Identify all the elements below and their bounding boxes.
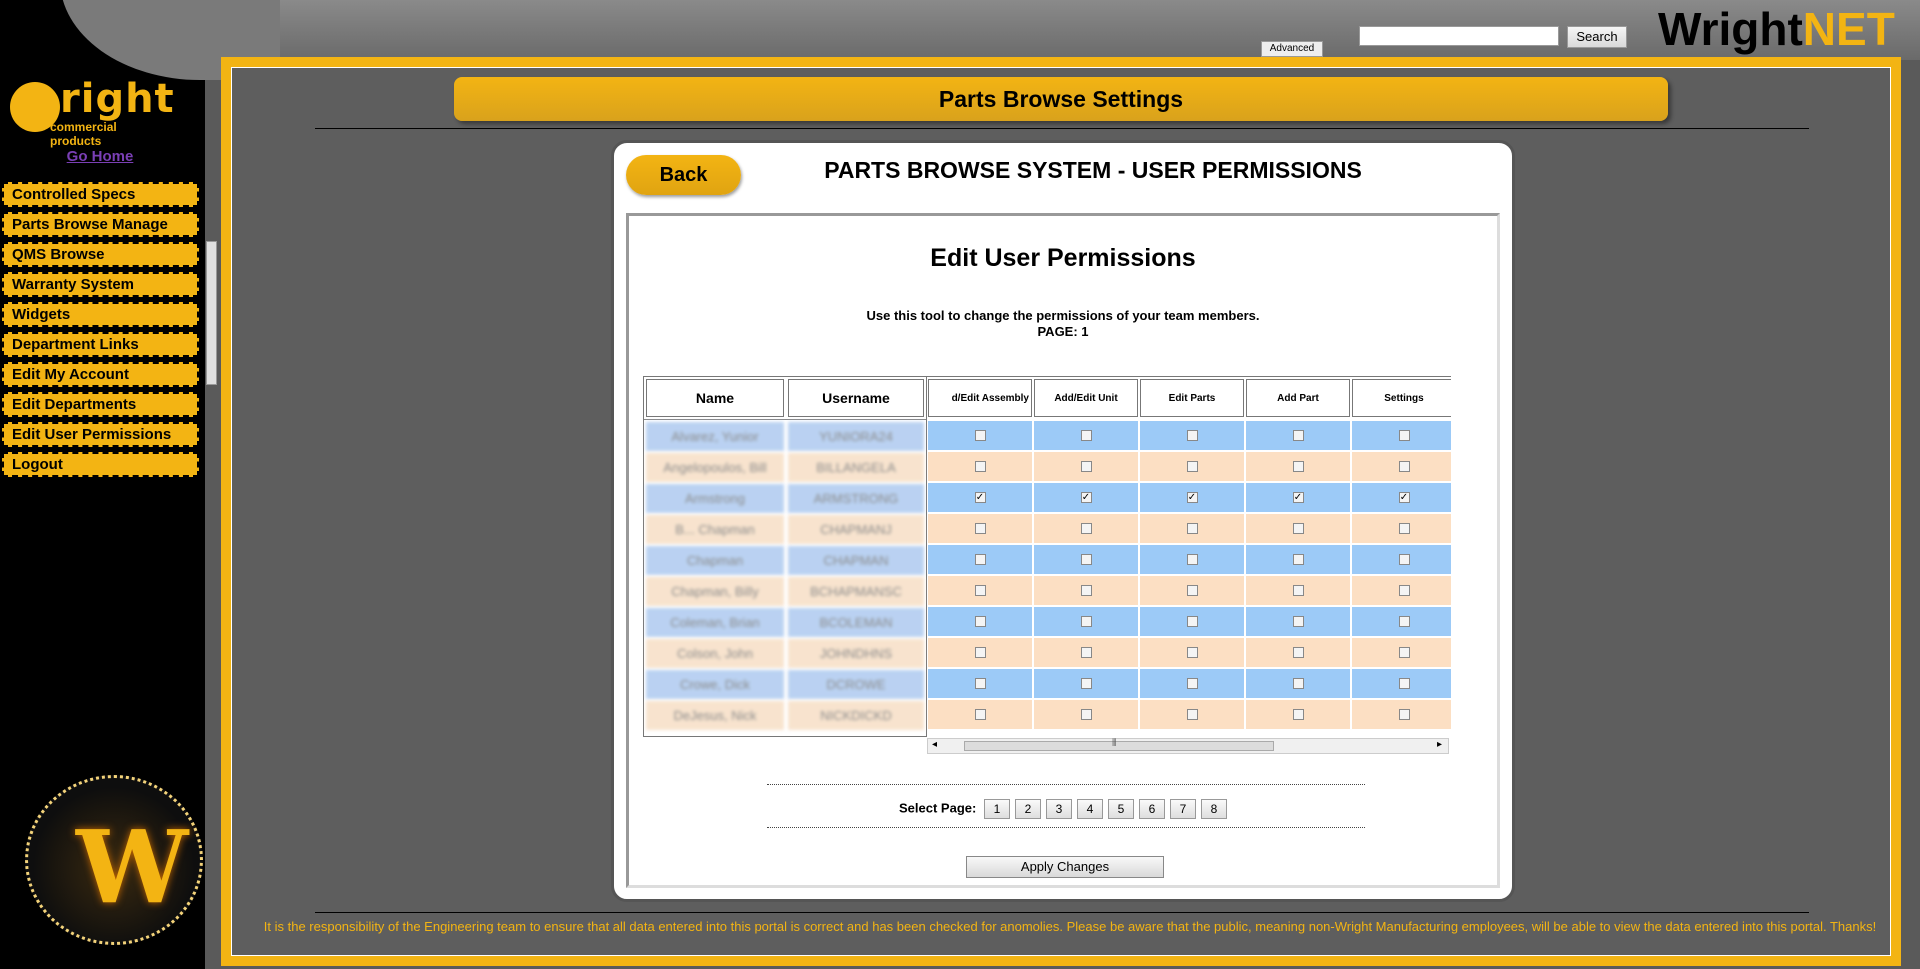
cell-permission: [1246, 607, 1350, 636]
scroll-right-arrow[interactable]: ▸: [1436, 739, 1442, 750]
cell-permission: [928, 545, 1032, 574]
permission-checkbox[interactable]: [1081, 523, 1092, 534]
table-row: [644, 701, 926, 730]
cell-permission: [1034, 638, 1138, 667]
cell-permission: [1352, 638, 1451, 667]
permission-checkbox[interactable]: [1399, 585, 1410, 596]
search-input[interactable]: [1359, 26, 1559, 46]
cell-permission: [1246, 452, 1350, 481]
permission-checkbox[interactable]: [1293, 647, 1304, 658]
cell-name: Chapman, Billy: [646, 577, 784, 606]
badge-letter: W: [76, 808, 189, 926]
table-row: [644, 546, 926, 575]
permission-checkbox[interactable]: [1399, 616, 1410, 627]
cell-name: Crowe, Dick: [646, 670, 784, 699]
page-button[interactable]: 7: [1170, 799, 1196, 819]
page-button[interactable]: 1: [984, 799, 1010, 819]
sidebar-item-edit-departments[interactable]: Edit Departments: [2, 392, 199, 417]
permission-checkbox[interactable]: [975, 616, 986, 627]
sidebar-item-widgets[interactable]: Widgets: [2, 302, 199, 327]
column-header-edit-parts: Edit Parts: [1140, 379, 1244, 417]
cell-permission: [1246, 669, 1350, 698]
permission-checkbox[interactable]: [1187, 523, 1198, 534]
cell-permission: [1034, 421, 1138, 450]
divider-bottom: [315, 912, 1809, 913]
permissions-panel: [611, 140, 1515, 902]
cell-permission: [1352, 576, 1451, 605]
table-row: [927, 452, 1451, 481]
cell-permission: [1246, 700, 1350, 729]
page-title: Parts Browse Settings: [454, 77, 1668, 121]
permission-checkbox[interactable]: [975, 678, 986, 689]
column-header-add-edit-unit: Add/Edit Unit: [1034, 379, 1138, 417]
cell-name: Armstrong: [646, 484, 784, 513]
cell-permission: [1034, 576, 1138, 605]
permission-checkbox[interactable]: [1293, 678, 1304, 689]
scroll-body: [927, 421, 1451, 729]
cell-permission: [1352, 514, 1451, 543]
page-button[interactable]: 5: [1108, 799, 1134, 819]
cell-username: DCROWE: [788, 670, 924, 699]
permission-checkbox[interactable]: [975, 585, 986, 596]
permission-checkbox[interactable]: [1187, 647, 1198, 658]
permission-checkbox[interactable]: [975, 647, 986, 658]
page-button[interactable]: 4: [1077, 799, 1103, 819]
permission-checkbox[interactable]: [975, 523, 986, 534]
cell-permission: [1140, 483, 1244, 512]
sidebar-scrollbar[interactable]: [206, 241, 217, 385]
permission-checkbox[interactable]: [1187, 616, 1198, 627]
permission-checkbox[interactable]: [1187, 461, 1198, 472]
sidebar-item-edit-user-permissions[interactable]: Edit User Permissions: [2, 422, 199, 447]
table-row: [927, 514, 1451, 543]
cell-permission: [1352, 545, 1451, 574]
cell-permission: [1246, 576, 1350, 605]
go-home-link[interactable]: Go Home: [66, 148, 134, 165]
cell-username: NICKDICKD: [788, 701, 924, 730]
permission-checkbox[interactable]: [975, 461, 986, 472]
apply-changes-button[interactable]: Apply Changes: [966, 856, 1164, 878]
permission-checkbox[interactable]: [1293, 461, 1304, 472]
cell-permission: [1140, 576, 1244, 605]
scroll-left-arrow[interactable]: ◂: [932, 739, 938, 750]
sidebar-item-department-links[interactable]: Department Links: [2, 332, 199, 357]
cell-name: B... Chapman: [646, 515, 784, 544]
column-header-name: Name: [646, 379, 784, 417]
cell-permission: [1140, 700, 1244, 729]
page-button[interactable]: 2: [1015, 799, 1041, 819]
cell-username: CHAPMANJ: [788, 515, 924, 544]
divider-dotted-bottom: [767, 827, 1365, 828]
edit-title: Edit User Permissions: [930, 244, 1196, 272]
logo-subtitle: commercial products: [50, 120, 117, 148]
cell-permission: [1246, 514, 1350, 543]
cell-permission: [928, 576, 1032, 605]
table-row: [927, 545, 1451, 574]
column-header-settings: Settings: [1352, 379, 1451, 417]
permission-checkbox[interactable]: [1081, 709, 1092, 720]
cell-permission: [1246, 638, 1350, 667]
permission-checkbox[interactable]: [1293, 585, 1304, 596]
fixed-columns: [643, 376, 927, 737]
divider-top: [315, 128, 1809, 129]
wrightnet-brand: [1658, 2, 1895, 56]
panel-title: PARTS BROWSE SYSTEM - USER PERMISSIONS: [824, 157, 1362, 183]
cell-username: BCOLEMAN: [788, 608, 924, 637]
edit-permissions-section: [626, 213, 1500, 888]
permission-checkbox[interactable]: [1293, 616, 1304, 627]
cell-username: BILLANGELA: [788, 453, 924, 482]
cell-permission: [1140, 669, 1244, 698]
permission-checkbox[interactable]: [1293, 709, 1304, 720]
brand-net: NET: [1802, 3, 1895, 55]
page-indicator: PAGE: 1: [1037, 324, 1089, 339]
table-row: [927, 421, 1451, 450]
fixed-body: [644, 422, 926, 730]
cell-permission: [1140, 607, 1244, 636]
column-header-username: Username: [788, 379, 924, 417]
sidebar-item-logout[interactable]: Logout: [2, 452, 199, 477]
permission-checkbox[interactable]: [1399, 461, 1410, 472]
cell-permission: [928, 669, 1032, 698]
horizontal-scrollbar[interactable]: [927, 738, 1449, 754]
permission-checkbox[interactable]: [1293, 430, 1304, 441]
scroll-thumb[interactable]: [964, 741, 1274, 751]
permission-checkbox[interactable]: ✓: [1187, 492, 1197, 503]
cell-username: JOHNDHNS: [788, 639, 924, 668]
permission-checkbox[interactable]: [1187, 585, 1198, 596]
table-row: [644, 608, 926, 637]
advanced-search-button[interactable]: Advanced: [1261, 41, 1323, 57]
sidebar-item-edit-my-account[interactable]: Edit My Account: [2, 362, 199, 387]
permission-checkbox[interactable]: [1399, 430, 1410, 441]
cell-username: BCHAPMANSC: [788, 577, 924, 606]
table-row: [644, 422, 926, 451]
cell-permission: [1140, 452, 1244, 481]
sidebar-item-controlled-specs[interactable]: Controlled Specs: [2, 182, 199, 207]
cell-permission: [1352, 607, 1451, 636]
page-button[interactable]: 6: [1139, 799, 1165, 819]
permission-checkbox[interactable]: ✓: [1293, 492, 1303, 503]
column-header-add-part: Add Part: [1246, 379, 1350, 417]
column-header-add-edit-assembly: d/Edit Assembly: [928, 379, 1032, 417]
permission-checkbox[interactable]: [975, 554, 986, 565]
cell-username: YUNIORA24: [788, 422, 924, 451]
cell-permission: [928, 638, 1032, 667]
cell-permission: [1140, 545, 1244, 574]
cell-name: Colson, John: [646, 639, 784, 668]
sidebar-item-qms-browse[interactable]: QMS Browse: [2, 242, 199, 267]
description: Use this tool to change the permissions of your team members.: [866, 308, 1260, 323]
table-row: [644, 515, 926, 544]
cell-permission: [1140, 638, 1244, 667]
table-row: [644, 639, 926, 668]
cell-permission: [1034, 514, 1138, 543]
permission-checkbox[interactable]: [975, 430, 986, 441]
permission-checkbox[interactable]: [1081, 554, 1092, 565]
permission-checkbox[interactable]: [1399, 523, 1410, 534]
cell-permission: [928, 514, 1032, 543]
cell-permission: [1034, 483, 1138, 512]
divider-dotted-top: [767, 784, 1365, 785]
permission-checkbox[interactable]: [1399, 554, 1410, 565]
cell-username: ARMSTRONG: [788, 484, 924, 513]
table-row: [927, 576, 1451, 605]
permission-checkbox[interactable]: [1187, 554, 1198, 565]
cell-name: Chapman: [646, 546, 784, 575]
cell-permission: [1034, 545, 1138, 574]
cell-permission: [1246, 545, 1350, 574]
permission-checkbox[interactable]: [1293, 554, 1304, 565]
page-button[interactable]: 3: [1046, 799, 1072, 819]
cell-permission: [1034, 669, 1138, 698]
table-row: [927, 483, 1451, 512]
permission-checkbox[interactable]: [1081, 678, 1092, 689]
permission-checkbox[interactable]: [1081, 430, 1092, 441]
cell-permission: [928, 452, 1032, 481]
permission-checkbox[interactable]: [1187, 678, 1198, 689]
cell-name: Coleman, Brian: [646, 608, 784, 637]
cell-permission: [928, 483, 1032, 512]
table-row: [644, 670, 926, 699]
brand-wright: Wright: [1658, 3, 1803, 55]
cell-name: Angelopoulos, Bill: [646, 453, 784, 482]
permission-checkbox[interactable]: ✓: [975, 492, 985, 503]
permission-checkbox[interactable]: [1399, 678, 1410, 689]
top-banner: [0, 0, 1920, 60]
table-row: [927, 638, 1451, 667]
page-selector: [629, 799, 1497, 819]
permission-checkbox[interactable]: ✓: [1081, 492, 1091, 503]
cell-name: Alvarez, Yunior: [646, 422, 784, 451]
cell-permission: [1034, 607, 1138, 636]
logo-text: right: [60, 76, 175, 122]
sidebar-nav: [2, 182, 199, 482]
sidebar-item-warranty-system[interactable]: Warranty System: [2, 272, 199, 297]
scroll-columns: [927, 376, 1451, 737]
fixed-header-row: [644, 377, 926, 420]
cell-name: DeJesus, Nick: [646, 701, 784, 730]
select-page-label: Select Page:: [899, 800, 977, 816]
permission-checkbox[interactable]: ✓: [1399, 492, 1409, 503]
permission-checkbox[interactable]: [1081, 585, 1092, 596]
table-row: [644, 577, 926, 606]
cell-permission: [1246, 483, 1350, 512]
table-row: [927, 607, 1451, 636]
cell-permission: [1352, 421, 1451, 450]
cell-permission: [1352, 669, 1451, 698]
cell-permission: [1034, 452, 1138, 481]
cell-permission: [1034, 700, 1138, 729]
table-row: [644, 453, 926, 482]
w-badge-image: [25, 775, 203, 945]
cell-permission: [1352, 700, 1451, 729]
table-row: [927, 669, 1451, 698]
permission-checkbox[interactable]: [1399, 647, 1410, 658]
cell-permission: [928, 421, 1032, 450]
cell-username: CHAPMAN: [788, 546, 924, 575]
cell-permission: [1246, 421, 1350, 450]
permission-checkbox[interactable]: [975, 709, 986, 720]
footer-disclaimer: It is the responsibility of the Engineering team to ensure that all data entered into this portal is correct and has been checked for anomolies. Please be aware that the public, meaning non-Wright Manufacturing employees, will be able to view the data entered into this portal. Thanks!: [263, 919, 1877, 934]
cell-permission: [928, 607, 1032, 636]
permission-checkbox[interactable]: [1293, 523, 1304, 534]
permission-checkbox[interactable]: [1187, 430, 1198, 441]
cell-permission: [1352, 483, 1451, 512]
permission-checkbox[interactable]: [1081, 616, 1092, 627]
permission-checkbox[interactable]: [1399, 709, 1410, 720]
permission-checkbox[interactable]: [1081, 461, 1092, 472]
cell-permission: [1140, 421, 1244, 450]
cell-permission: [1352, 452, 1451, 481]
page-buttons: [984, 799, 1227, 819]
permission-checkbox[interactable]: [1081, 647, 1092, 658]
back-button[interactable]: Back: [626, 155, 741, 195]
scroll-header-row: [927, 377, 1451, 419]
cell-permission: [928, 700, 1032, 729]
permission-checkbox[interactable]: [1187, 709, 1198, 720]
table-row: [927, 700, 1451, 729]
scroll-grip-icon: ⦀: [1112, 738, 1117, 749]
sidebar-item-parts-browse-manage[interactable]: Parts Browse Manage: [2, 212, 199, 237]
page-button[interactable]: 8: [1201, 799, 1227, 819]
wright-logo: [10, 76, 175, 148]
table-row: [644, 484, 926, 513]
search-button[interactable]: Search: [1567, 26, 1627, 48]
cell-permission: [1140, 514, 1244, 543]
